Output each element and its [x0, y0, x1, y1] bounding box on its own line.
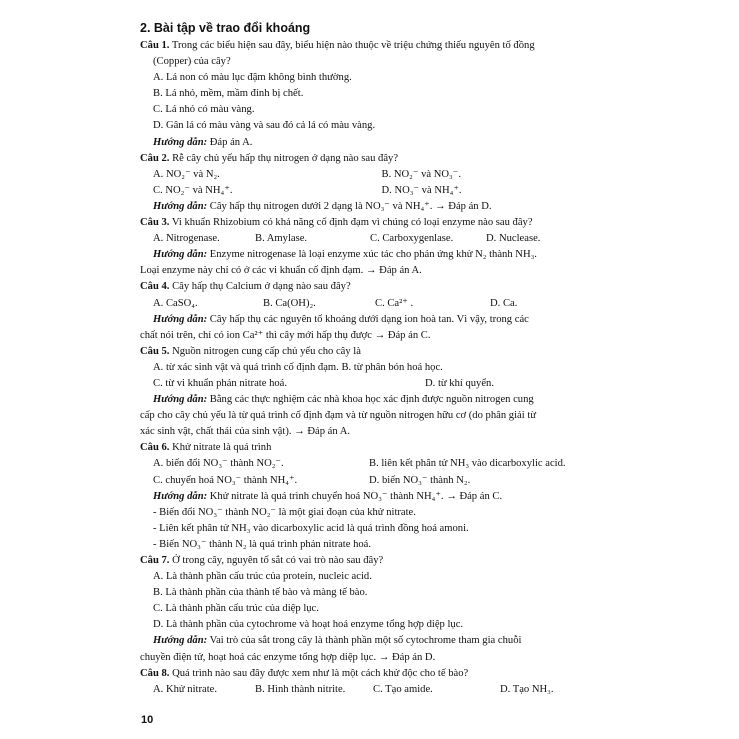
- guide: [140, 392, 610, 408]
- options-row: [140, 376, 610, 392]
- options-row: [140, 167, 610, 183]
- guide-text-continued: cấp cho cây chủ yếu là từ quá trình cố định đạm và từ nguồn nitrogen hữu cơ (do phân giải từ: [140, 410, 537, 422]
- option-a: A. Khử nitrate.: [153, 683, 217, 695]
- question-number: Câu 6.: [140, 442, 170, 454]
- guide-label: Hướng dẫn:: [153, 136, 208, 148]
- bullet-item: - Biến đổi NO₃⁻ thành NO₂⁻ là một giai đoạn của khử nitrate.: [153, 506, 416, 518]
- guide: [140, 199, 610, 215]
- option-d: D. Nuclease.: [486, 233, 541, 245]
- question-text-continued: (Copper) của cây?: [153, 56, 231, 68]
- guide: [140, 312, 610, 328]
- option-a: A. NO₂⁻ và N₂.: [153, 168, 220, 180]
- document-page: [140, 20, 610, 698]
- guide-text: Cây hấp thụ nitrogen dưới 2 dạng là NO₃⁻ và NH₄⁺. → Đáp án D.: [209, 200, 492, 212]
- guide-label: Hướng dẫn:: [153, 490, 208, 502]
- guide-label: Hướng dẫn:: [153, 313, 208, 325]
- option-a: A. Nitrogenase.: [153, 233, 220, 245]
- option-c: C. Tạo amide.: [373, 683, 433, 695]
- option-b: B. liên kết phân tử NH₃ vào dicarboxylic acid.: [369, 458, 566, 470]
- option-a: A. Là thành phần cấu trúc của protein, nucleic acid.: [153, 571, 372, 583]
- question-4: [140, 279, 610, 295]
- option-c: C. Ca²⁺ .: [375, 297, 414, 309]
- option-d: D. NO₃⁻ và NH₄⁺.: [381, 184, 462, 196]
- guide-text: Đáp án A.: [209, 136, 253, 148]
- guide: [140, 247, 610, 263]
- option-d: D. Là thành phần của cytochrome và hoạt hoá enzyme tổng hợp diệp lục.: [153, 619, 464, 631]
- options-row: [140, 682, 610, 698]
- question-number: Câu 7.: [140, 555, 170, 566]
- guide: [140, 135, 610, 151]
- bullet-item: - Liên kết phân tử NH₃ vào dicarboxylic acid là quá trình đồng hoá amoni.: [153, 522, 469, 534]
- question-text: Nguồn nitrogen cung cấp chủ yếu cho cây là: [172, 345, 361, 357]
- question-number: Câu 1.: [140, 40, 170, 51]
- question-text: Trong các biểu hiện sau đây, biểu hiện nào thuộc về triệu chứng thiếu nguyên tố đồng: [171, 40, 535, 51]
- option-a: A. CaSO₄.: [153, 297, 198, 309]
- options-row: [140, 231, 610, 247]
- option-c: C. từ vi khuẩn phản nitrate hoá.: [153, 377, 288, 389]
- question-number: Câu 5.: [140, 345, 170, 357]
- option-a: A. biến đổi NO₃⁻ thành NO₂⁻.: [153, 458, 284, 470]
- options-ab: A. từ xác sinh vật và quá trình cố định đạm. B. từ phân bón hoá học.: [153, 361, 443, 373]
- guide-label: Hướng dẫn:: [153, 249, 208, 261]
- question-text: Ở trong cây, nguyên tố sắt có vai trò nào sau đây?: [172, 555, 384, 566]
- question-8: [140, 666, 610, 682]
- option-c: C. Lá nhỏ có màu vàng.: [153, 104, 255, 116]
- guide-label: Hướng dẫn:: [153, 635, 208, 647]
- option-d: D. Tạo NH₃.: [500, 683, 554, 695]
- option-b: B. Ca(OH)₂.: [263, 297, 316, 309]
- question-7: [140, 553, 610, 569]
- guide-label: Hướng dẫn:: [153, 394, 208, 406]
- option-d: D. Ca.: [490, 297, 518, 309]
- question-2: [140, 151, 610, 167]
- option-c: C. NO₂⁻ và NH₄⁺.: [153, 184, 233, 196]
- guide-text: Enzyme nitrogenase là loại enzyme xúc tác cho phản ứng khử N₂ thành NH₃.: [209, 249, 537, 261]
- question-number: Câu 4.: [140, 281, 170, 293]
- guide-text-continued: Loại enzyme này chỉ có ở các vi khuẩn cố định đạm. → Đáp án A.: [140, 265, 422, 277]
- guide-text-continued: chất nói trên, chỉ có ion Ca²⁺ thì cây mới hấp thụ được → Đáp án C.: [140, 329, 431, 341]
- option-d: D. biến NO₃⁻ thành N₂.: [369, 474, 471, 486]
- guide-text: Vai trò của sắt trong cây là thành phần một số cytochrome tham gia chuỗi: [209, 635, 522, 647]
- question-number: Câu 8.: [140, 667, 170, 679]
- question-number: Câu 3.: [140, 217, 170, 229]
- page-number: 10: [141, 714, 154, 726]
- option-b: B. Là thành phần của thành tế bào và màng tế bào.: [153, 587, 368, 599]
- option-b: B. Lá nhỏ, mềm, mầm đỉnh bị chết.: [153, 88, 304, 100]
- option-d: D. từ khí quyển.: [425, 377, 495, 389]
- guide-text-continued: xác sinh vật, chất thải của sinh vật). → Đáp án A.: [140, 426, 351, 438]
- question-1: [140, 38, 610, 54]
- guide-label: Hướng dẫn:: [153, 200, 208, 212]
- option-a: A. Lá non có màu lục đậm không bình thường.: [153, 72, 352, 84]
- question-text: Quá trình nào sau đây được xem như là một cách khử độc cho tế bào?: [172, 667, 469, 679]
- question-text: Cây hấp thụ Calcium ở dạng nào sau đây?: [172, 281, 351, 293]
- question-text: Khử nitrate là quá trình: [172, 442, 272, 454]
- option-b: B. Amylase.: [255, 233, 308, 245]
- option-c: C. Carboxygenlase.: [370, 233, 454, 245]
- question-5: [140, 344, 610, 360]
- option-b: B. Hình thành nitrite.: [255, 683, 346, 695]
- option-c: C. Là thành phần cấu trúc của diệp lục.: [153, 603, 319, 615]
- question-text: Vi khuẩn Rhizobium có khả năng cố định đạm vì chúng có loại enzyme nào sau đây?: [171, 217, 533, 229]
- options-row: [140, 296, 610, 312]
- guide-text: Bằng các thực nghiệm các nhà khoa học xác định được nguồn nitrogen cung: [209, 394, 534, 406]
- options-row: [140, 456, 610, 472]
- section-title: 2. Bài tập về trao đổi khoáng: [140, 21, 311, 35]
- question-3: [140, 215, 610, 231]
- options-row: [140, 183, 610, 199]
- bullet-item: - Biến NO₃⁻ thành N₂ là quá trình phản nitrate hoá.: [153, 538, 372, 550]
- guide-text: Khử nitrate là quá trình chuyển hoá NO₃⁻ thành NH₄⁺. → Đáp án C.: [209, 490, 503, 502]
- question-6: [140, 440, 610, 456]
- question-number: Câu 2.: [140, 152, 170, 164]
- guide: [140, 633, 610, 649]
- options-row: [140, 473, 610, 489]
- question-text: Rễ cây chủ yếu hấp thụ nitrogen ở dạng nào sau đây?: [172, 152, 399, 164]
- option-c: C. chuyển hoá NO₃⁻ thành NH₄⁺.: [153, 474, 298, 486]
- guide-text: Cây hấp thụ các nguyên tố khoáng dưới dạng ion hoà tan. Vì vậy, trong các: [209, 313, 529, 325]
- option-d: D. Gân lá có màu vàng và sau đó cả lá có màu vàng.: [153, 120, 376, 132]
- guide-text-continued: chuyền điện tử, hoạt hoá các enzyme tổng hợp diệp lục. → Đáp án D.: [140, 651, 436, 663]
- guide: [140, 489, 610, 505]
- option-b: B. NO₂⁻ và NO₃⁻.: [381, 168, 461, 180]
